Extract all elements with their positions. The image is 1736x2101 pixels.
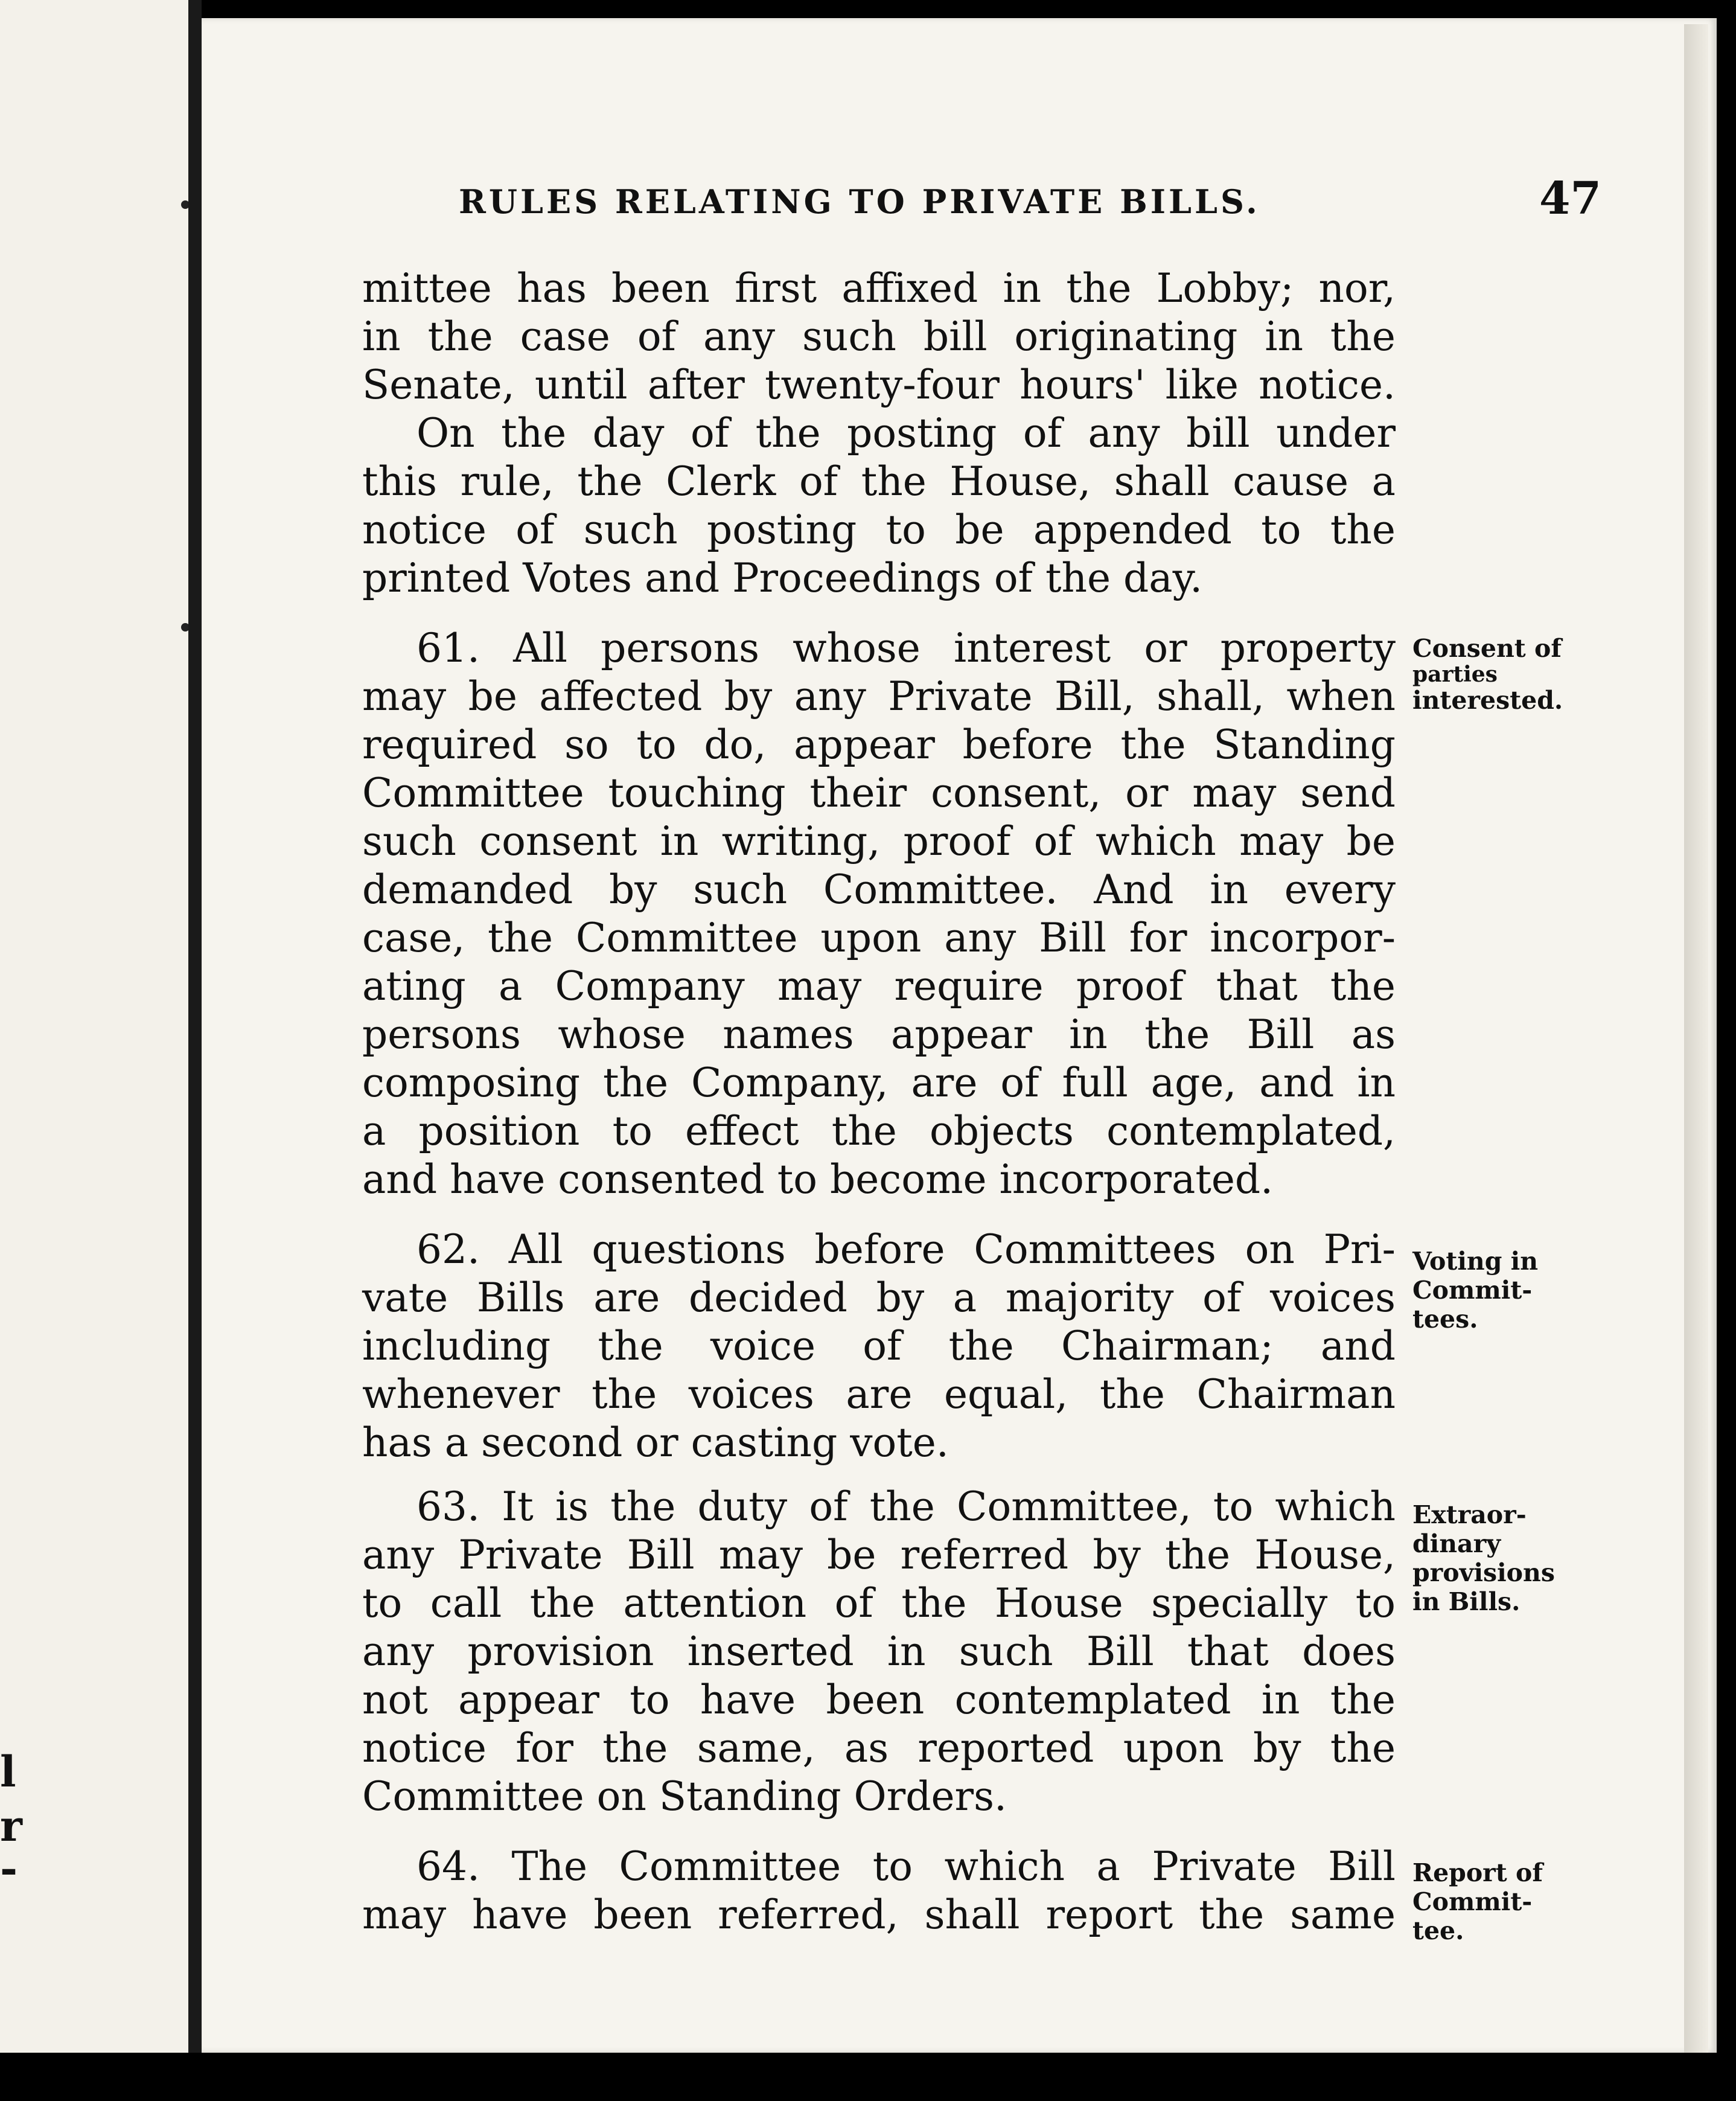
rule-63-line: to call the attention of the House specially to (362, 1580, 1396, 1626)
rule-61-line: 61. All persons whose interest or property (416, 625, 1396, 671)
page-edge (1684, 24, 1708, 2053)
margin-note-line: parties (1412, 662, 1498, 687)
rule-61-line: Committee touching their consent, or may send (362, 770, 1396, 816)
margin-note-line: tees. (1412, 1305, 1478, 1334)
margin-note-line: Report of (1412, 1858, 1543, 1887)
rule-61-line: and have consented to become incorporated. (362, 1156, 1274, 1203)
rule-61-line: demanded by such Committee. And in every (362, 866, 1396, 913)
margin-note-line: Voting in (1412, 1247, 1539, 1276)
rule-61-line: such consent in writing, proof of which may be (362, 818, 1396, 865)
rule-63-line: any Private Bill may be referred by the House, (362, 1532, 1396, 1578)
margin-note-line: tee. (1412, 1916, 1464, 1945)
margin-note-line: dinary (1412, 1529, 1501, 1558)
left-page-mark: - (0, 1843, 18, 1893)
rule-61-line: case, the Committee upon any Bill for incorpor- (362, 915, 1396, 961)
text-line: in the case of any such bill originating in the (362, 313, 1396, 360)
margin-note-line: Consent of (1412, 634, 1562, 663)
margin-note-line: in Bills. (1412, 1587, 1521, 1616)
rule-63-line: not appear to have been contemplated in the (362, 1677, 1396, 1723)
rule-61-line: may be affected by any Private Bill, shall, when (362, 673, 1396, 720)
margin-note-line: interested. (1412, 686, 1563, 715)
rule-63-line: notice for the same, as reported upon by the (362, 1725, 1396, 1771)
rule-64-line: may have been referred, shall report the same (362, 1892, 1396, 1938)
text-line: Senate, until after twenty-four hours' like notice. (362, 362, 1396, 408)
rule-63-line: any provision inserted in such Bill that does (362, 1628, 1396, 1675)
text-line: printed Votes and Proceedings of the day. (362, 555, 1203, 601)
rule-61-line: composing the Company, are of full age, and in (362, 1060, 1396, 1106)
book-gutter (188, 0, 202, 2053)
left-page-mark: l (0, 1747, 16, 1797)
page-number: 47 (1539, 173, 1601, 225)
text-line: On the day of the posting of any bill under (416, 410, 1396, 456)
margin-note-report (1412, 1858, 1543, 1945)
margin-note-line: Commit- (1412, 1887, 1533, 1916)
text-line: notice of such posting to be appended to the (362, 507, 1396, 553)
running-head: RULES RELATING TO PRIVATE BILLS. (459, 182, 1260, 221)
rule-62-line: 62. All questions before Committees on Pri- (416, 1226, 1396, 1273)
margin-note-line: Extraor- (1412, 1500, 1527, 1529)
margin-note-voting (1412, 1247, 1538, 1334)
rule-62-line: vate Bills are decided by a majority of voices (362, 1274, 1396, 1321)
text-line: this rule, the Clerk of the House, shall cause a (362, 458, 1396, 505)
margin-note-extraordinary (1412, 1500, 1555, 1616)
rule-61-line: a position to effect the objects contemplated, (362, 1108, 1396, 1154)
rule-63-line: Committee on Standing Orders. (362, 1773, 1007, 1820)
rule-62-line: including the voice of the Chairman; and (362, 1323, 1396, 1369)
left-page-mark: r (0, 1801, 22, 1851)
margin-note-line: provisions (1412, 1558, 1555, 1587)
adjacent-left-page (0, 0, 188, 2053)
text-line: mittee has been first affixed in the Lobby; nor, (362, 265, 1396, 312)
rule-61-line: ating a Company may require proof that the (362, 963, 1396, 1009)
margin-note-line: Commit- (1412, 1276, 1533, 1305)
rule-62-line: whenever the voices are equal, the Chairman (362, 1371, 1396, 1418)
rule-64-line: 64. The Committee to which a Private Bill (416, 1843, 1396, 1890)
rule-62-line: has a second or casting vote. (362, 1419, 949, 1466)
margin-note-consent (1412, 634, 1563, 715)
rule-61-line: required so to do, appear before the Standing (362, 721, 1396, 768)
rule-61-line: persons whose names appear in the Bill as (362, 1011, 1396, 1058)
rule-63-line: 63. It is the duty of the Committee, to which (416, 1483, 1396, 1530)
